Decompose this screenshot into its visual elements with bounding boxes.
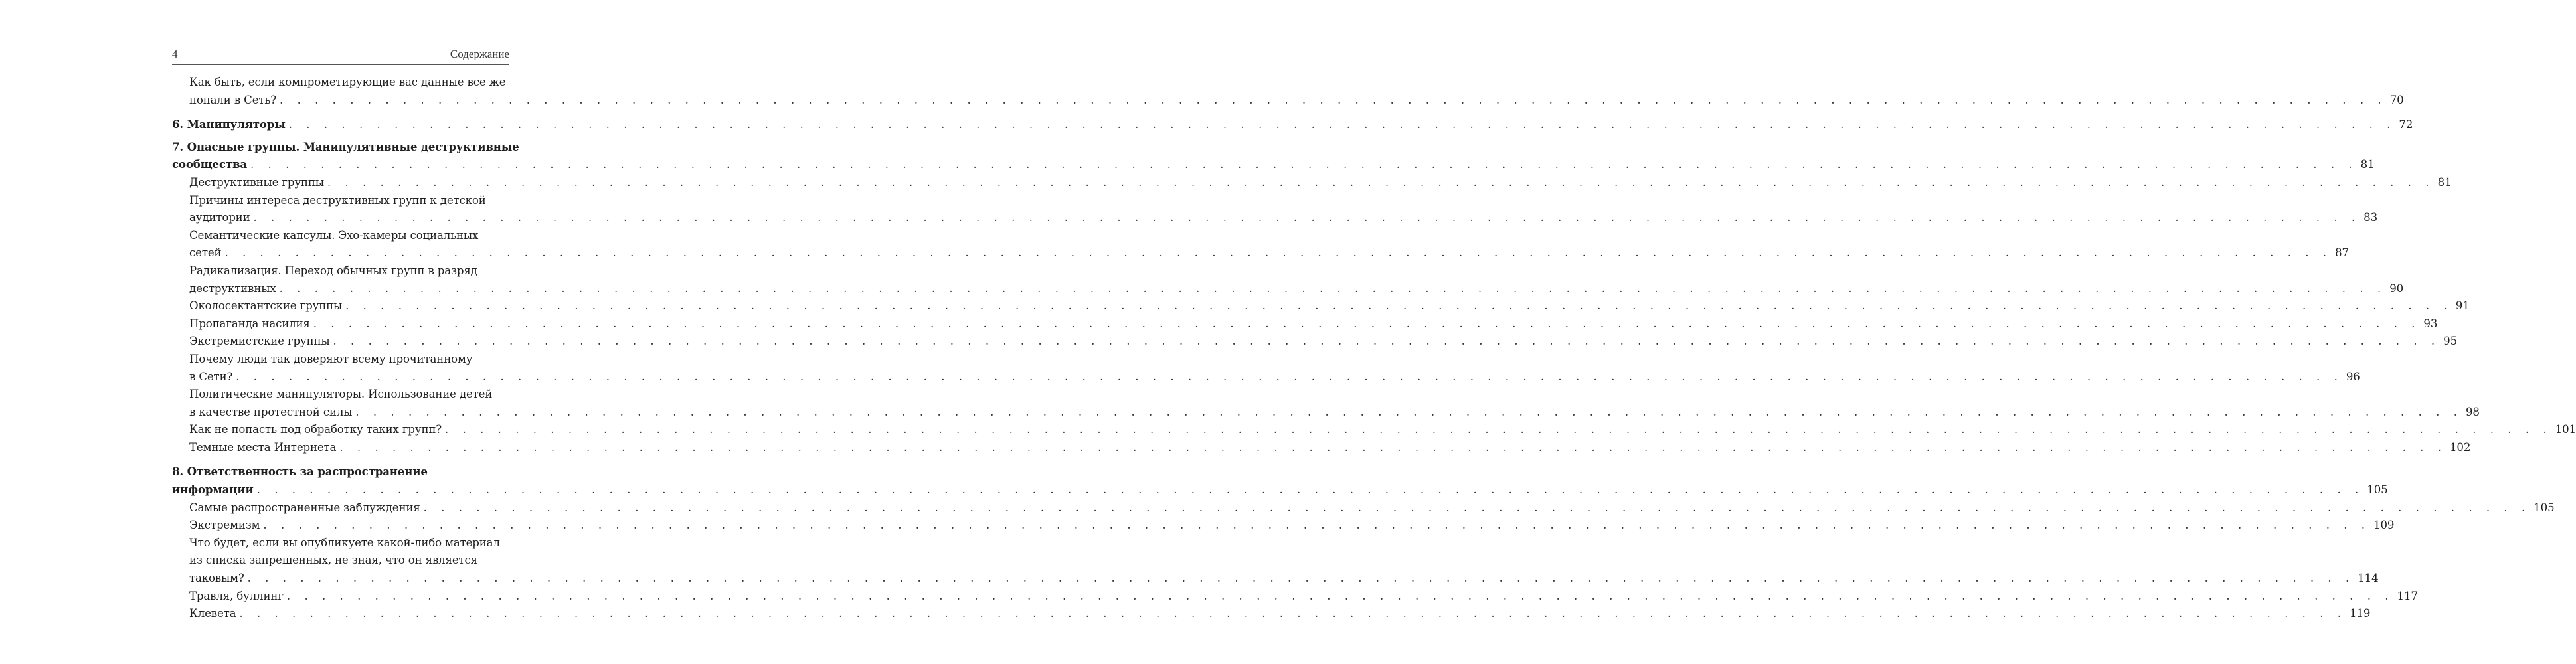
toc-section-entry xyxy=(172,227,2349,262)
toc-entry-title: Травля, буллинг xyxy=(189,589,284,602)
toc-entry-title: Пропаганда насилия xyxy=(189,317,310,330)
toc-section-entry xyxy=(172,315,2438,333)
toc-page-number: 90 xyxy=(2389,282,2404,295)
toc-page-number: 87 xyxy=(2335,246,2349,260)
toc-section-entry xyxy=(172,262,2404,297)
toc-entry-line xyxy=(189,570,2379,588)
toc-entry-title: деструктивных xyxy=(189,282,276,295)
dot-leader: . . . . . . . . . . . . . . . . . . . . . . . . . . . . . . . . . . . . . . . . . . . . . . . . . . . . . . . . . . . . . . . . . . . . . . . . . . . . . . . . . . . . . . . . . . . . . . . . . . . . . . . . . . . . . . . . . . . . . . . . xyxy=(345,299,2452,313)
toc-entry-line xyxy=(189,404,2480,422)
running-head xyxy=(172,48,509,61)
toc-page-number: 101 xyxy=(2555,423,2576,436)
toc-entry-line xyxy=(172,138,519,156)
dot-leader: . . . . . . . . . . . . . . . . . . . . . . . . . . . . . . . . . . . . . . . . . . . . . . . . . . . . . . . . . . . . . . . . . . . . . . . . . . . . . . . . . . . . . . . . . . . . . . . . . . . . . . . . . . . . . . . . . . . . . . . . xyxy=(256,483,2364,497)
section-title: Содержание xyxy=(450,48,509,60)
toc-page-number: 102 xyxy=(2450,440,2471,454)
dot-leader: . . . . . . . . . . . . . . . . . . . . . . . . . . . . . . . . . . . . . . . . . . . . . . . . . . . . . . . . . . . . . . . . . . . . . . . . . . . . . . . . . . . . . . . . . . . . . . . . . . . . . . . . . . . . . . . . . . . . . . . . xyxy=(423,501,2531,514)
toc-section-entry xyxy=(172,386,2480,421)
toc-entry-title: 7. Опасные группы. Манипулятивные деструктивные xyxy=(172,139,519,153)
toc-entry-title: Политические манипуляторы. Использование детей xyxy=(189,388,493,401)
toc-page-number: 96 xyxy=(2346,370,2360,383)
dot-leader: . . . . . . . . . . . . . . . . . . . . . . . . . . . . . . . . . . . . . . . . . . . . . . . . . . . . . . . . . . . . . . . . . . . . . . . . . . . . . . . . . . . . . . . . . . . . . . . . . . . . . . . . . . . . . . . . . . . . . . . . xyxy=(253,211,2361,224)
toc-entry-line xyxy=(189,174,2452,192)
toc-entry-title: информации xyxy=(172,483,254,497)
dot-leader: . . . . . . . . . . . . . . . . . . . . . . . . . . . . . . . . . . . . . . . . . . . . . . . . . . . . . . . . . . . . . . . . . . . . . . . . . . . . . . . . . . . . . . . . . . . . . . . . . . . . . . . . . . . . . . . . . . . . . . . . xyxy=(279,282,2387,295)
dot-leader: . . . . . . . . . . . . . . . . . . . . . . . . . . . . . . . . . . . . . . . . . . . . . . . . . . . . . . . . . . . . . . . . . . . . . . . . . . . . . . . . . . . . . . . . . . . . . . . . . . . . . . . . . . . . . . . . . . . . . . . . xyxy=(280,93,2387,106)
toc-chapter-entry xyxy=(172,138,2375,174)
toc-page-number: 81 xyxy=(2437,175,2452,189)
toc-entry-line xyxy=(189,92,2404,110)
toc-entry-title: из списка запрещенных, не зная, что он является xyxy=(189,554,478,567)
toc-entry-line xyxy=(189,244,2349,262)
toc-entry-title: сетей xyxy=(189,246,222,260)
dot-leader: . . . . . . . . . . . . . . . . . . . . . . . . . . . . . . . . . . . . . . . . . . . . . . . . . . . . . . . . . . . . . . . . . . . . . . . . . . . . . . . . . . . . . . . . . . . . . . . . . . . . . . . . . . . . . . . . . . . . . . . . xyxy=(239,607,2347,620)
dot-leader: . . . . . . . . . . . . . . . . . . . . . . . . . . . . . . . . . . . . . . . . . . . . . . . . . . . . . . . . . . . . . . . . . . . . . . . . . . . . . . . . . . . . . . . . . . . . . . . . . . . . . . . . . . . . . . . . . . . . . . . . xyxy=(355,405,2462,418)
dot-leader: . . . . . . . . . . . . . . . . . . . . . . . . . . . . . . . . . . . . . . . . . . . . . . . . . . . . . . . . . . . . . . . . . . . . . . . . . . . . . . . . . . . . . . . . . . . . . . . . . . . . . . . . . . . . . . . . . . . . . . . . xyxy=(247,572,2355,585)
dot-leader: . . . . . . . . . . . . . . . . . . . . . . . . . . . . . . . . . . . . . . . . . . . . . . . . . . . . . . . . . . . . . . . . . . . . . . . . . . . . . . . . . . . . . . . . . . . . . . . . . . . . . . . . . . . . . . . . . . . . . . . . xyxy=(339,440,2447,454)
toc-entry-title: 6. Манипуляторы xyxy=(172,118,286,131)
dot-leader: . . . . . . . . . . . . . . . . . . . . . . . . . . . . . . . . . . . . . . . . . . . . . . . . . . . . . . . . . . . . . . . . . . . . . . . . . . . . . . . . . . . . . . . . . . . . . . . . . . . . . . . . . . . . . . . . . . . . . . . . xyxy=(224,246,2332,260)
toc-page-number: 114 xyxy=(2358,572,2379,585)
toc-entry-title: в Сети? xyxy=(189,370,233,383)
toc-page-number: 98 xyxy=(2465,405,2480,418)
toc-section-entry xyxy=(172,174,2452,192)
toc-entry-title: Околосектантские группы xyxy=(189,299,343,313)
dot-leader: . . . . . . . . . . . . . . . . . . . . . . . . . . . . . . . . . . . . . . . . . . . . . . . . . . . . . . . . . . . . . . . . . . . . . . . . . . . . . . . . . . . . . . . . . . . . . . . . . . . . . . . . . . . . . . . . . . . . . . . . xyxy=(333,335,2441,348)
dot-leader: . . . . . . . . . . . . . . . . . . . . . . . . . . . . . . . . . . . . . . . . . . . . . . . . . . . . . . . . . . . . . . . . . . . . . . . . . . . . . . . . . . . . . . . . . . . . . . . . . . . . . . . . . . . . . . . . . . . . . . . . xyxy=(263,519,2371,532)
toc-entry-line xyxy=(172,481,2388,499)
toc-entry-line xyxy=(172,155,2375,174)
toc-entry-line xyxy=(189,535,509,552)
toc-section-entry xyxy=(172,192,2377,227)
toc-entry-title: сообщества xyxy=(172,157,247,171)
toc-entry-title: Экстремистские группы xyxy=(189,335,330,348)
toc-page-number: 91 xyxy=(2455,299,2470,313)
toc-page-number: 95 xyxy=(2443,335,2457,348)
toc-entry-line xyxy=(189,421,2576,439)
toc-entry-title: таковым? xyxy=(189,572,244,585)
dot-leader: . . . . . . . . . . . . . . . . . . . . . . . . . . . . . . . . . . . . . . . . . . . . . . . . . . . . . . . . . . . . . . . . . . . . . . . . . . . . . . . . . . . . . . . . . . . . . . . . . . . . . . . . . . . . . . . . . . . . . . . . xyxy=(313,317,2421,330)
toc-entry-line xyxy=(189,369,2360,386)
toc-section-entry xyxy=(172,588,2418,606)
toc-page-number: 81 xyxy=(2360,158,2375,171)
toc-entry-title: Деструктивные группы xyxy=(189,175,324,189)
toc-entry-title: в качестве протестной силы xyxy=(189,405,353,418)
toc-entry-title: Почему люди так доверяют всему прочитанному xyxy=(189,352,473,365)
header-rule xyxy=(172,64,509,65)
toc-entry-line xyxy=(189,605,2371,623)
toc-entry-line xyxy=(189,351,509,369)
toc-page-number: 72 xyxy=(2399,118,2413,131)
dot-leader: . . . . . . . . . . . . . . . . . . . . . . . . . . . . . . . . . . . . . . . . . . . . . . . . . . . . . . . . . . . . . . . . . . . . . . . . . . . . . . . . . . . . . . . . . . . . . . . . . . . . . . . . . . . . . . . . . . . . . . . . xyxy=(286,589,2394,602)
toc-page-number: 83 xyxy=(2363,211,2377,224)
toc-entry-title: аудитории xyxy=(189,211,250,224)
toc-entry-line xyxy=(189,588,2418,606)
toc-entry-line xyxy=(189,552,509,570)
toc-entry-title: Радикализация. Переход обычных групп в разряд xyxy=(189,264,477,277)
toc-entry-line xyxy=(189,74,509,92)
toc-entry-line xyxy=(189,297,2470,315)
toc-entry-title: 8. Ответственность за распространение xyxy=(172,465,428,479)
toc-page-number: 109 xyxy=(2373,519,2395,532)
toc-entry-title: Семантические капсулы. Эхо-камеры социальных xyxy=(189,228,479,242)
toc-section-entry xyxy=(172,297,2470,315)
toc-entry-line xyxy=(189,315,2438,333)
dot-leader: . . . . . . . . . . . . . . . . . . . . . . . . . . . . . . . . . . . . . . . . . . . . . . . . . . . . . . . . . . . . . . . . . . . . . . . . . . . . . . . . . . . . . . . . . . . . . . . . . . . . . . . . . . . . . . . . . . . . . . . . xyxy=(288,118,2396,131)
toc-section-entry xyxy=(172,499,2555,517)
toc-entry-line xyxy=(189,262,509,280)
page-number: 4 xyxy=(172,48,178,60)
toc-entry-title: Как быть, если компрометирующие вас данные все же xyxy=(189,76,506,88)
toc-chapter-entry xyxy=(172,463,2388,499)
dot-leader: . . . . . . . . . . . . . . . . . . . . . . . . . . . . . . . . . . . . . . . . . . . . . . . . . . . . . . . . . . . . . . . . . . . . . . . . . . . . . . . . . . . . . . . . . . . . . . . . . . . . . . . . . . . . . . . . . . . . . . . . xyxy=(327,175,2435,189)
toc-entry-line xyxy=(189,386,509,404)
toc-section-entry xyxy=(172,333,2457,351)
toc-entry-line xyxy=(189,192,509,210)
toc-section-entry xyxy=(172,605,2371,623)
toc-entry-line xyxy=(189,439,2471,457)
toc-entry-line xyxy=(189,333,2457,351)
toc-entry-title: Экстремизм xyxy=(189,519,260,532)
toc-page-number: 105 xyxy=(2533,501,2555,514)
toc-section-entry xyxy=(172,351,2360,386)
table-of-contents xyxy=(172,74,2576,623)
toc-entry-title: Клевета xyxy=(189,607,236,620)
toc-entry-line xyxy=(172,116,2413,134)
toc-entry-line xyxy=(189,209,2377,227)
toc-page-number: 105 xyxy=(2367,483,2388,497)
toc-entry-line xyxy=(189,499,2555,517)
dot-leader: . . . . . . . . . . . . . . . . . . . . . . . . . . . . . . . . . . . . . . . . . . . . . . . . . . . . . . . . . . . . . . . . . . . . . . . . . . . . . . . . . . . . . . . . . . . . . . . . . . . . . . . . . . . . . . . . . . . . . . . . xyxy=(250,158,2358,171)
toc-page-number: 70 xyxy=(2389,93,2404,106)
toc-section-entry xyxy=(172,535,2379,588)
toc-page-number: 93 xyxy=(2423,317,2438,330)
toc-entry-line xyxy=(189,227,509,245)
toc-section-entry xyxy=(172,421,2576,439)
toc-entry-title: Как не попасть под обработку таких групп? xyxy=(189,423,442,436)
toc-section-entry xyxy=(172,439,2471,457)
toc-page-number: 117 xyxy=(2397,589,2418,602)
toc-page-number: 119 xyxy=(2350,607,2371,620)
toc-entry-title: Причины интереса деструктивных групп к детской xyxy=(189,193,486,207)
toc-entry-line xyxy=(189,280,2404,298)
toc-entry-line xyxy=(189,517,2395,535)
dot-leader: . . . . . . . . . . . . . . . . . . . . . . . . . . . . . . . . . . . . . . . . . . . . . . . . . . . . . . . . . . . . . . . . . . . . . . . . . . . . . . . . . . . . . . . . . . . . . . . . . . . . . . . . . . . . . . . . . . . . . . . . xyxy=(236,370,2343,383)
toc-section-entry xyxy=(172,74,2404,109)
dot-leader: . . . . . . . . . . . . . . . . . . . . . . . . . . . . . . . . . . . . . . . . . . . . . . . . . . . . . . . . . . . . . . . . . . . . . . . . . . . . . . . . . . . . . . . . . . . . . . . . . . . . . . . . . . . . . . . . . . . . . . . . xyxy=(445,423,2552,436)
toc-entry-title: Что будет, если вы опубликуете какой-либо материал xyxy=(189,536,500,549)
toc-entry-title: Темные места Интернета xyxy=(189,440,337,454)
toc-entry-line xyxy=(172,463,509,481)
toc-section-entry xyxy=(172,517,2395,535)
toc-entry-title: Самые распространенные заблуждения xyxy=(189,501,420,514)
toc-chapter-entry xyxy=(172,116,2413,134)
toc-entry-title: попали в Сеть? xyxy=(189,93,277,106)
